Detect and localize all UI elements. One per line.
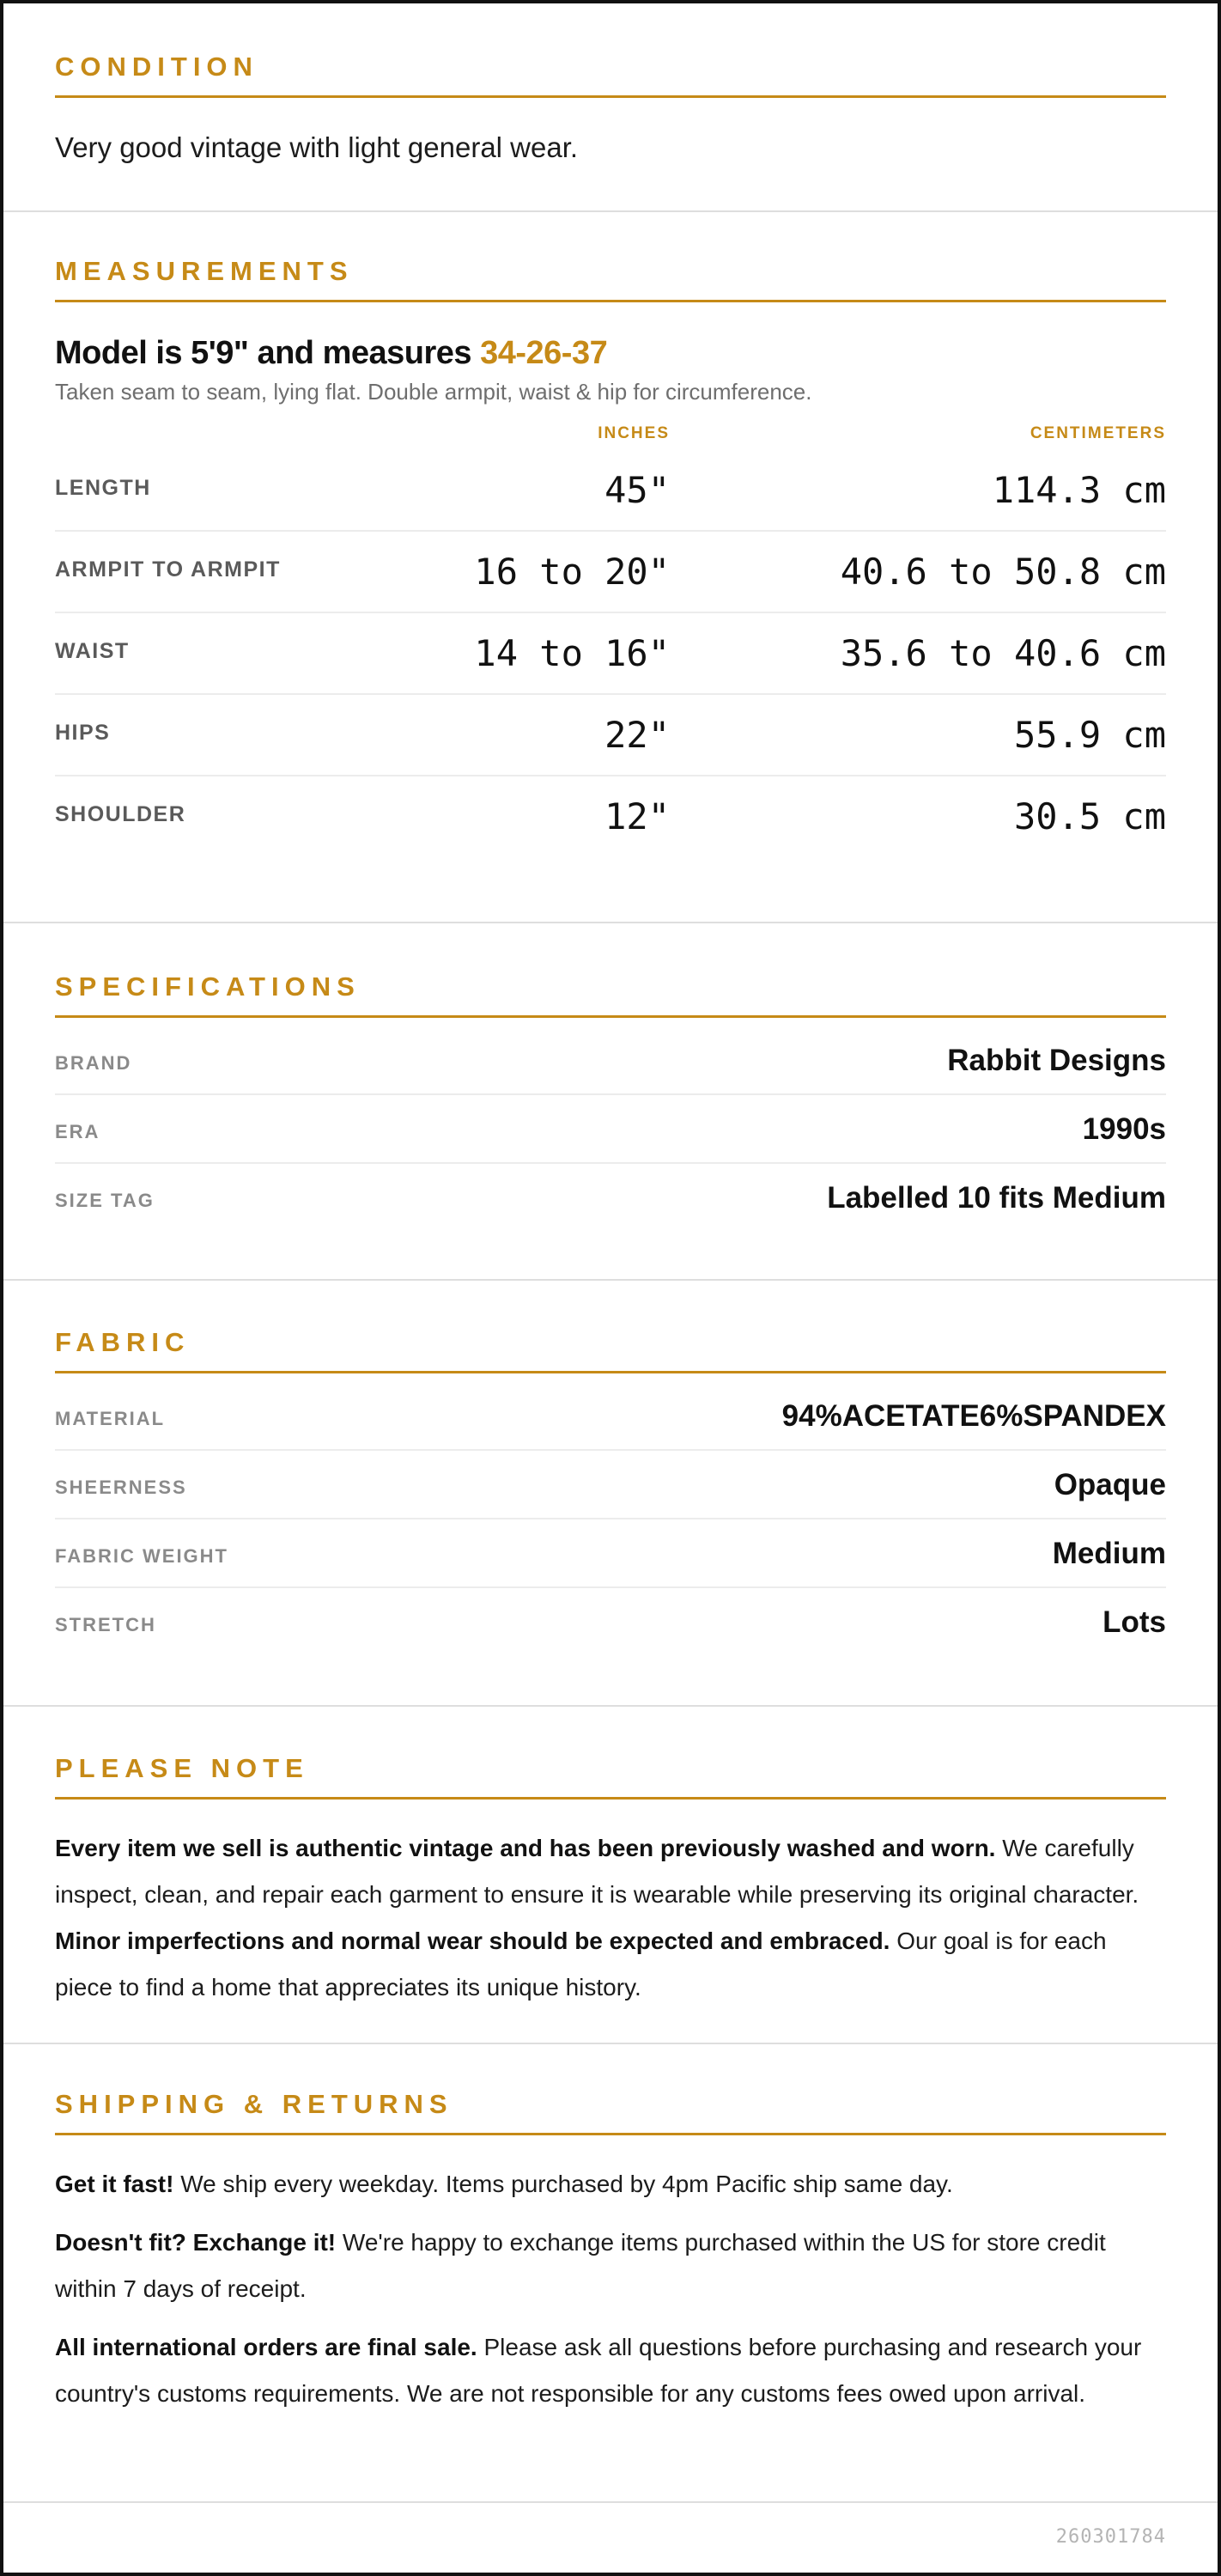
measurement-row-length <box>55 450 1166 532</box>
fabric-value: 94%ACETATE6%SPANDEX <box>781 1399 1166 1433</box>
model-prefix: Model is 5'9" and measures <box>55 335 481 371</box>
fabric-section <box>3 1281 1218 1707</box>
shipping-text-3: Please ask all questions before purchasing and research your country's customs requirements. We are not responsible for any customs fees owed upon arrival. <box>55 2334 1142 2407</box>
shipping-text-2: We're happy to exchange items purchased within the US for store credit within 7 days of receipt. <box>55 2229 1106 2302</box>
measurement-cm: 35.6 to 40.6 cm <box>840 632 1166 674</box>
measurement-inches: 14 to 16" <box>474 632 670 674</box>
shipping-section <box>3 2044 1218 2503</box>
spec-label: SIZE TAG <box>55 1190 155 1211</box>
fabric-label: MATERIAL <box>55 1408 166 1429</box>
measurement-inches: 12" <box>604 795 670 837</box>
fabric-row-sheerness <box>55 1451 1166 1519</box>
measurement-row-shoulder <box>55 776 1166 856</box>
spec-row-brand <box>55 1026 1166 1095</box>
condition-text: Very good vintage with light general wear. <box>55 131 579 163</box>
please-note-section <box>3 1707 1218 2044</box>
measurement-cm: 55.9 cm <box>1013 714 1166 756</box>
measurement-inches: 16 to 20" <box>474 551 670 593</box>
fabric-label: FABRIC WEIGHT <box>55 1545 228 1567</box>
spec-value: Rabbit Designs <box>947 1044 1166 1077</box>
shipping-paragraph-2 <box>55 2220 1166 2312</box>
fabric-heading: FABRIC <box>55 1327 191 1357</box>
spec-row-size-tag <box>55 1164 1166 1231</box>
spec-value: Labelled 10 fits Medium <box>827 1181 1166 1215</box>
measurement-cm: 40.6 to 50.8 cm <box>840 551 1166 593</box>
shipping-paragraph-3 <box>55 2324 1166 2417</box>
fabric-value: Medium <box>1052 1537 1166 1570</box>
measurements-heading: MEASUREMENTS <box>55 256 354 286</box>
spec-value: 1990s <box>1082 1112 1166 1146</box>
measurement-label: WAIST <box>55 639 130 663</box>
measurement-label: SHOULDER <box>55 802 186 826</box>
measurement-label: LENGTH <box>55 476 151 500</box>
note-bold-2: Minor imperfections and normal wear should be expected and embraced. <box>55 1927 890 1954</box>
shipping-heading: SHIPPING & RETURNS <box>55 2089 453 2119</box>
shipping-paragraph-1 <box>55 2161 1166 2208</box>
model-measurements <box>55 335 1166 372</box>
shipping-rule <box>55 2133 1166 2135</box>
fabric-row-weight <box>55 1519 1166 1588</box>
measurement-row-hips <box>55 695 1166 776</box>
please-note-rule <box>55 1797 1166 1800</box>
specifications-section <box>3 923 1218 1281</box>
measurement-note: Taken seam to seam, lying flat. Double armpit, waist & hip for circumference. <box>55 379 812 405</box>
fabric-label: SHEERNESS <box>55 1477 187 1498</box>
measurement-inches: 22" <box>604 714 670 756</box>
measurement-row-armpit <box>55 532 1166 613</box>
note-text-2: Our goal is for each piece to find a home that appreciates its unique history. <box>55 1927 1107 2001</box>
note-bold-1: Every item we sell is authentic vintage and has been previously washed and worn. <box>55 1835 996 1861</box>
spec-label: ERA <box>55 1121 100 1142</box>
shipping-text-1: We ship every weekday. Items purchased by 4pm Pacific ship same day. <box>173 2171 953 2197</box>
spec-label: BRAND <box>55 1052 132 1074</box>
fabric-value: Lots <box>1103 1605 1166 1639</box>
please-note-text <box>55 1825 1166 2011</box>
measurement-cm: 30.5 cm <box>1013 795 1166 837</box>
condition-rule <box>55 95 1166 98</box>
measurement-cm: 114.3 cm <box>992 469 1166 511</box>
measurements-section <box>3 212 1218 923</box>
model-value: 34-26-37 <box>480 335 608 371</box>
shipping-bold-1: Get it fast! <box>55 2171 174 2197</box>
fabric-value: Opaque <box>1054 1468 1166 1501</box>
measurement-label: ARMPIT TO ARMPIT <box>55 557 281 582</box>
item-id: 260301784 <box>1055 2526 1166 2548</box>
please-note-heading: PLEASE NOTE <box>55 1753 309 1783</box>
measurements-rule <box>55 300 1166 302</box>
spec-row-era <box>55 1095 1166 1164</box>
inches-column-header: INCHES <box>598 424 670 442</box>
specifications-heading: SPECIFICATIONS <box>55 971 361 1002</box>
shipping-bold-2: Doesn't fit? Exchange it! <box>55 2229 337 2256</box>
note-text-1: We carefully inspect, clean, and repair each garment to ensure it is wearable while preserving its original character. <box>55 1835 1139 1908</box>
condition-heading: CONDITION <box>55 52 258 82</box>
fabric-row-material <box>55 1382 1166 1451</box>
measurement-row-waist <box>55 613 1166 695</box>
centimeters-column-header: CENTIMETERS <box>1030 424 1166 442</box>
fabric-label: STRETCH <box>55 1614 156 1635</box>
measurement-column-headers <box>55 424 1166 450</box>
measurement-inches: 45" <box>604 469 670 511</box>
fabric-row-stretch <box>55 1588 1166 1655</box>
shipping-bold-3: All international orders are final sale. <box>55 2334 477 2360</box>
condition-section <box>3 3 1218 212</box>
measurement-label: HIPS <box>55 721 111 745</box>
